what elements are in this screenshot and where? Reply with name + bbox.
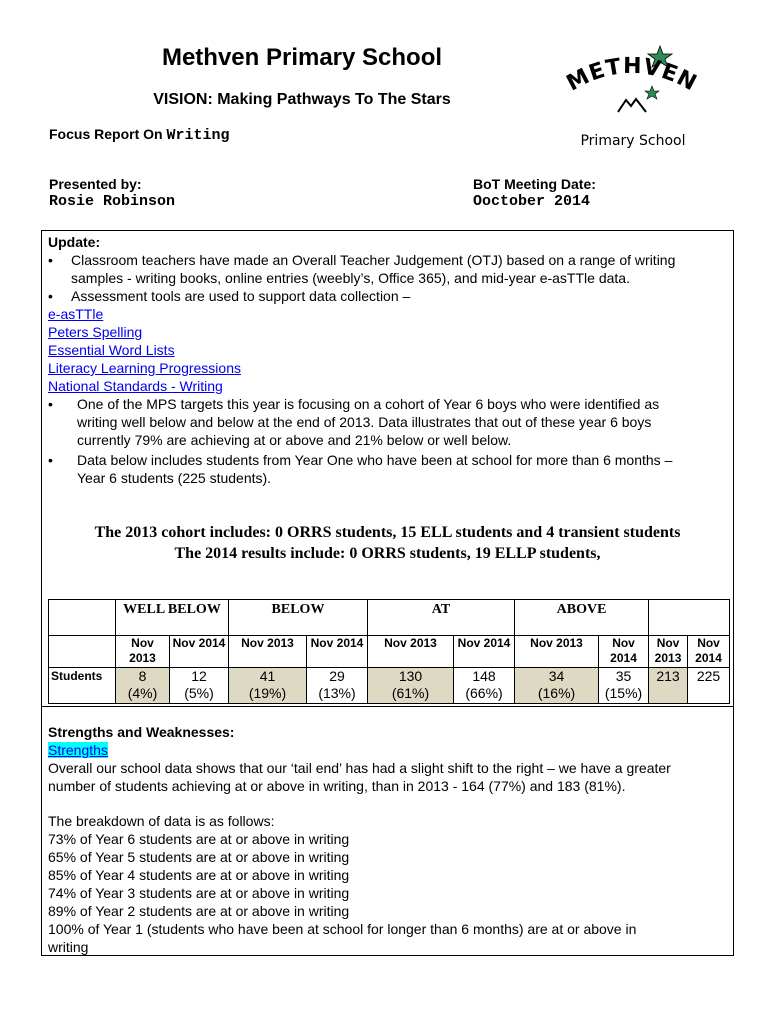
- breakdown-year2: 89% of Year 2 students are at or above in writing: [48, 903, 350, 919]
- cell-total-2013: 213: [649, 668, 688, 704]
- group-at: AT: [368, 600, 515, 636]
- cohort-2013: The 2013 cohort includes: 0 ORRS students, 15 ELL students and 4 transient students: [94, 524, 681, 541]
- link-e-asttle[interactable]: e-asTTle: [48, 306, 104, 322]
- update-bullet-2: Assessment tools are used to support data collection –: [71, 288, 411, 304]
- strengths-heading: Strengths and Weaknesses:: [48, 724, 235, 740]
- update-bullet-4-line1: Data below includes students from Year One who have been at school for more than 6 months –: [77, 452, 673, 468]
- bullet-icon: •: [48, 396, 53, 412]
- group-well-below: WELL BELOW: [116, 600, 229, 636]
- breakdown-year1: 100% of Year 1 (students who have been at school for longer than 6 months) are at or above in: [48, 921, 637, 937]
- col-header-total-2014: Nov 2014: [688, 636, 730, 668]
- cell-wb-2013: 8 (4%): [116, 668, 170, 704]
- breakdown-year3: 74% of Year 3 students are at or above in writing: [48, 885, 350, 901]
- focus-prefix: Focus Report On: [49, 126, 167, 142]
- bot-meeting-label: BoT Meeting Date:: [473, 176, 596, 192]
- school-logo: [556, 42, 706, 154]
- bullet-icon: •: [48, 252, 53, 268]
- focus-report-line: [49, 126, 229, 144]
- vision-statement: VISION: Making Pathways To The Stars: [153, 91, 451, 108]
- presented-by-label: Presented by:: [49, 176, 142, 192]
- cell-wb-2014: 12 (5%): [170, 668, 229, 704]
- update-bullet-3-line1: One of the MPS targets this year is focusing on a cohort of Year 6 boys who were identified as: [77, 396, 660, 412]
- corner-cell: [49, 600, 116, 636]
- breakdown-year4: 85% of Year 4 students are at or above in writing: [48, 867, 350, 883]
- focus-subject: Writing: [166, 127, 230, 144]
- col-header-b-2014: Nov 2014: [307, 636, 368, 668]
- presenter-name: Rosie Robinson: [49, 193, 176, 210]
- cell-above-2013: 34 (16%): [515, 668, 599, 704]
- update-bullet-1-line1: Classroom teachers have made an Overall Teacher Judgement (OTJ) based on a range of writing: [71, 252, 676, 268]
- results-table: [48, 599, 730, 704]
- bullet-icon: •: [48, 452, 53, 468]
- group-below: BELOW: [229, 600, 368, 636]
- strengths-para-line2: number of students achieving at or above in writing, than in 2013 - 164 (77%) and 183 (81%).: [48, 778, 626, 794]
- cell-total-2014: 225: [688, 668, 730, 704]
- link-essential-word-lists[interactable]: Essential Word Lists: [48, 342, 175, 358]
- col-header-at-2014: Nov 2014: [454, 636, 515, 668]
- row-label-students: Students: [49, 668, 116, 704]
- breakdown-year6: 73% of Year 6 students are at or above in writing: [48, 831, 350, 847]
- school-name: Methven Primary School: [161, 44, 443, 71]
- update-bullet-3-line3: currently 79% are achieving at or above and 21% below or well below.: [77, 432, 512, 448]
- logo-word: METHVEN: [562, 53, 702, 97]
- cell-b-2013: 41 (19%): [229, 668, 307, 704]
- bot-meeting-date: Ooctober 2014: [473, 193, 591, 210]
- col-header-blank: [49, 636, 116, 668]
- mountain-icon: [618, 99, 646, 112]
- update-bullet-4-line2: Year 6 students (225 students).: [77, 470, 272, 486]
- link-literacy-progressions[interactable]: Literacy Learning Progressions: [48, 360, 241, 376]
- breakdown-year1-cont: writing: [48, 939, 89, 955]
- link-peters-spelling[interactable]: Peters Spelling: [48, 324, 143, 340]
- update-bullet-1-line2: samples - writing books, online entries (weebly’s, Office 365), and mid-year e-asTTle data.: [71, 270, 630, 286]
- logo-tagline: Primary School: [580, 133, 686, 149]
- link-national-standards[interactable]: National Standards - Writing: [48, 378, 223, 394]
- col-header-wb-2014: Nov 2014: [170, 636, 229, 668]
- breakdown-intro: The breakdown of data is as follows:: [48, 813, 275, 829]
- col-header-above-2014: Nov 2014: [599, 636, 649, 668]
- small-star-icon: [645, 86, 659, 99]
- section-divider: [41, 706, 734, 707]
- cell-at-2014: 148 (66%): [454, 668, 515, 704]
- group-total: [649, 600, 730, 636]
- col-header-at-2013: Nov 2013: [368, 636, 454, 668]
- group-above: ABOVE: [515, 600, 649, 636]
- strengths-para-line1: Overall our school data shows that our ‘tail end’ has had a slight shift to the right – we have a greater: [48, 760, 671, 776]
- results-2014: The 2014 results include: 0 ORRS students, 19 ELLP students,: [174, 545, 601, 562]
- col-header-b-2013: Nov 2013: [229, 636, 307, 668]
- update-heading: Update:: [48, 234, 101, 250]
- strengths-subheading: Strengths: [48, 742, 108, 758]
- cell-above-2014: 35 (15%): [599, 668, 649, 704]
- breakdown-year5: 65% of Year 5 students are at or above in writing: [48, 849, 350, 865]
- update-bullet-3-line2: writing well below and below at the end of 2013. Data illustrates that out of these year 6 boys: [77, 414, 652, 430]
- col-header-above-2013: Nov 2013: [515, 636, 599, 668]
- cell-at-2013: 130 (61%): [368, 668, 454, 704]
- col-header-wb-2013: Nov 2013: [116, 636, 170, 668]
- col-header-total-2013: Nov 2013: [649, 636, 688, 668]
- cell-b-2014: 29 (13%): [307, 668, 368, 704]
- bullet-icon: •: [48, 288, 53, 304]
